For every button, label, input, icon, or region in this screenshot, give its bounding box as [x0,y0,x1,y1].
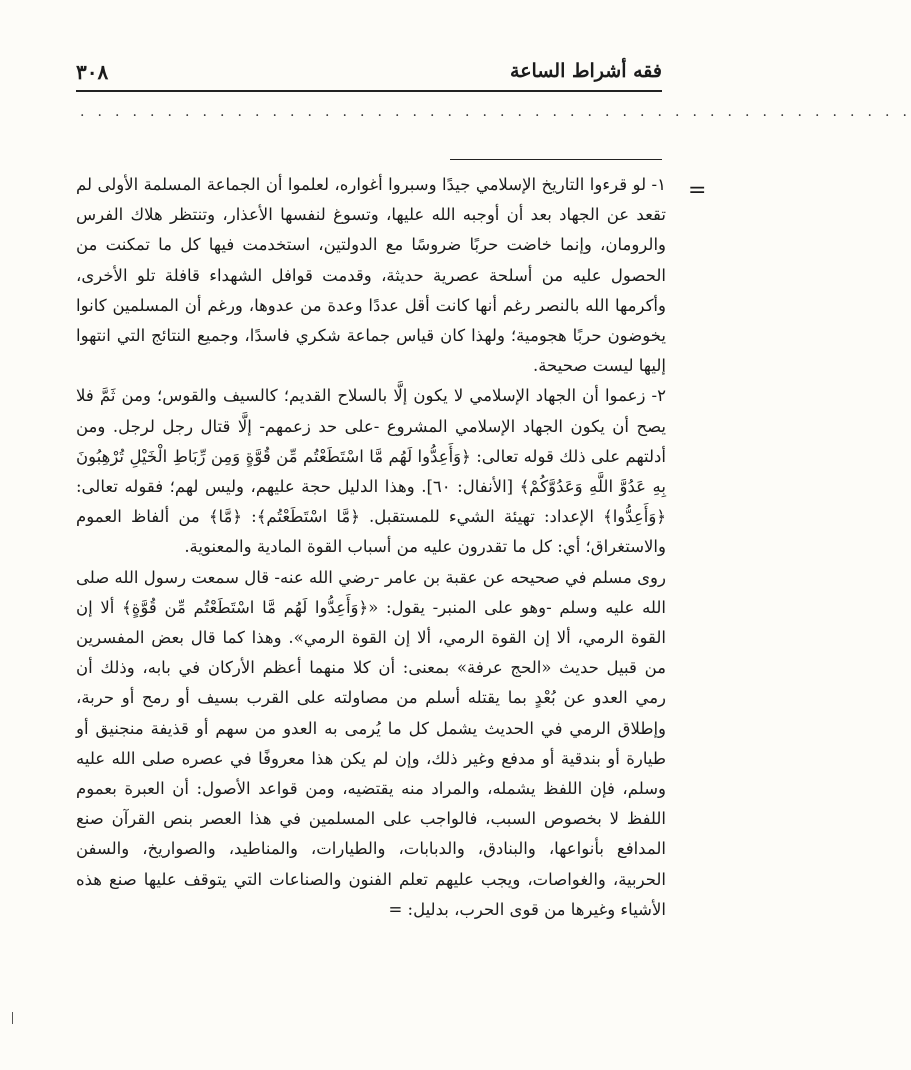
continuation-mark: = [688,178,707,203]
paragraph-3: روى مسلم في صحيحه عن عقبة بن عامر -رضي الله عنه- قال سمعت رسول الله صلى الله عليه وسلم -وهو على المنبر- يقول: «﴿وَأَعِدُّوا لَهُم مَّا اسْتَطَعْتُم مِّن قُوَّةٍ﴾ ألا إن القوة الرمي، ألا إن القوة الرمي، ألا إن القوة الرمي». وهذا كما قال بعض المفسرين من قبيل حديث «الحج عرفة» بمعنى: أن كلا منهما أعظم الأركان في بابه، وذلك أن رمي العدو عن بُعْدٍ بما يقتله أسلم من مصاولته على القرب بسيف أو رمح أو حربة، وإطلاق الرمي في الحديث يشمل كل ما يُرمى به العدو من سهم أو قذيفة منجنيق أو طيارة أو بندقية أو مدفع وغير ذلك، وإن لم يكن هذا معروفًا في عصره صلى الله عليه وسلم، فإن اللفظ يشمله، والمراد منه يقتضيه، ومن قواعد الأصول: أن العبرة بعموم اللفظ لا بخصوص السبب، فالواجب على المسلمين في هذا العصر بنص القرآن صنع المدافع بأنواعها، والبنادق، والدبابات، والطيارات، والمناطيد، والصواريخ، والسفن الحربية، والغواصات، ويجب عليهم تعلم الفنون والصناعات التي يتوقف عليها صنع هذه الأشياء وغيرها من قوى الحرب، بدليل: = [76,567,666,919]
header-rule [76,90,662,92]
margin-mark [12,1012,16,1024]
paragraph-1: ١- لو قرءوا التاريخ الإسلامي جيدًا وسبروا أغواره، لعلموا أن الجماعة المسلمة الأولى لم تقعد عن الجهاد بعد أن أوجبه الله عليها، وتسوغ لنفسها الأعذار، وتنتظر هلاك الفرس والرومان، وإنما خاضت حربًا ضروسًا مع الدولتين، استخدمت فيها كل ما تمكنت من الحصول عليه من أسلحة عصرية حديثة، وقدمت قوافل الشهداء قافلة تلو الأخرى، وأكرمها الله بالنصر رغم أنها كانت أقل عددًا وعدة من عدوها، ورغم أن المسلمين كانوا يخوضون حربًا هجومية؛ ولهذا كان قياس جماعة شكري فاسدًا، وجميع النتائج التي انتهوا إليها ليست صحيحة. [76,175,666,376]
running-header [76,58,662,88]
page-number: ٣٠٨ [76,60,109,84]
paragraph-2: ٢- زعموا أن الجهاد الإسلامي لا يكون إلَّا بالسلاح القديم؛ كالسيف والقوس؛ ومن ثَمَّ فلا يصح أن يكون الجهاد الإسلامي المشروع -على حد زعمهم- إلَّا قتال رجل لرجل. ومن أدلتهم على ذلك قوله تعالى: ﴿وَأَعِدُّوا لَهُم مَّا اسْتَطَعْتُم مِّن قُوَّةٍ وَمِن رِّبَاطِ الْخَيْلِ تُرْهِبُونَ بِهِ عَدُوَّ اللَّهِ وَعَدُوَّكُمْ﴾ [الأنفال: ٦٠]. وهذا الدليل حجة عليهم، وليس لهم؛ فقوله تعالى: ﴿وَأَعِدُّوا﴾ الإعداد: تهيئة الشيء للمستقبل. ﴿مَّا اسْتَطَعْتُم﴾: ﴿مَّا﴾ من ألفاظ العموم والاستغراق؛ أي: كل ما تقدرون عليه من أسباب القوة المادية والمعنوية. [76,386,666,557]
dotted-separator: . . . . . . . . . . . . . . . . . . . . . . . . . . . . . . . . . . . . . . . . . . . . . . . . [80,104,911,120]
footnote-rule [450,159,662,160]
chapter-title: فقه أشراط الساعة [510,60,662,82]
footnote-body [76,170,666,925]
